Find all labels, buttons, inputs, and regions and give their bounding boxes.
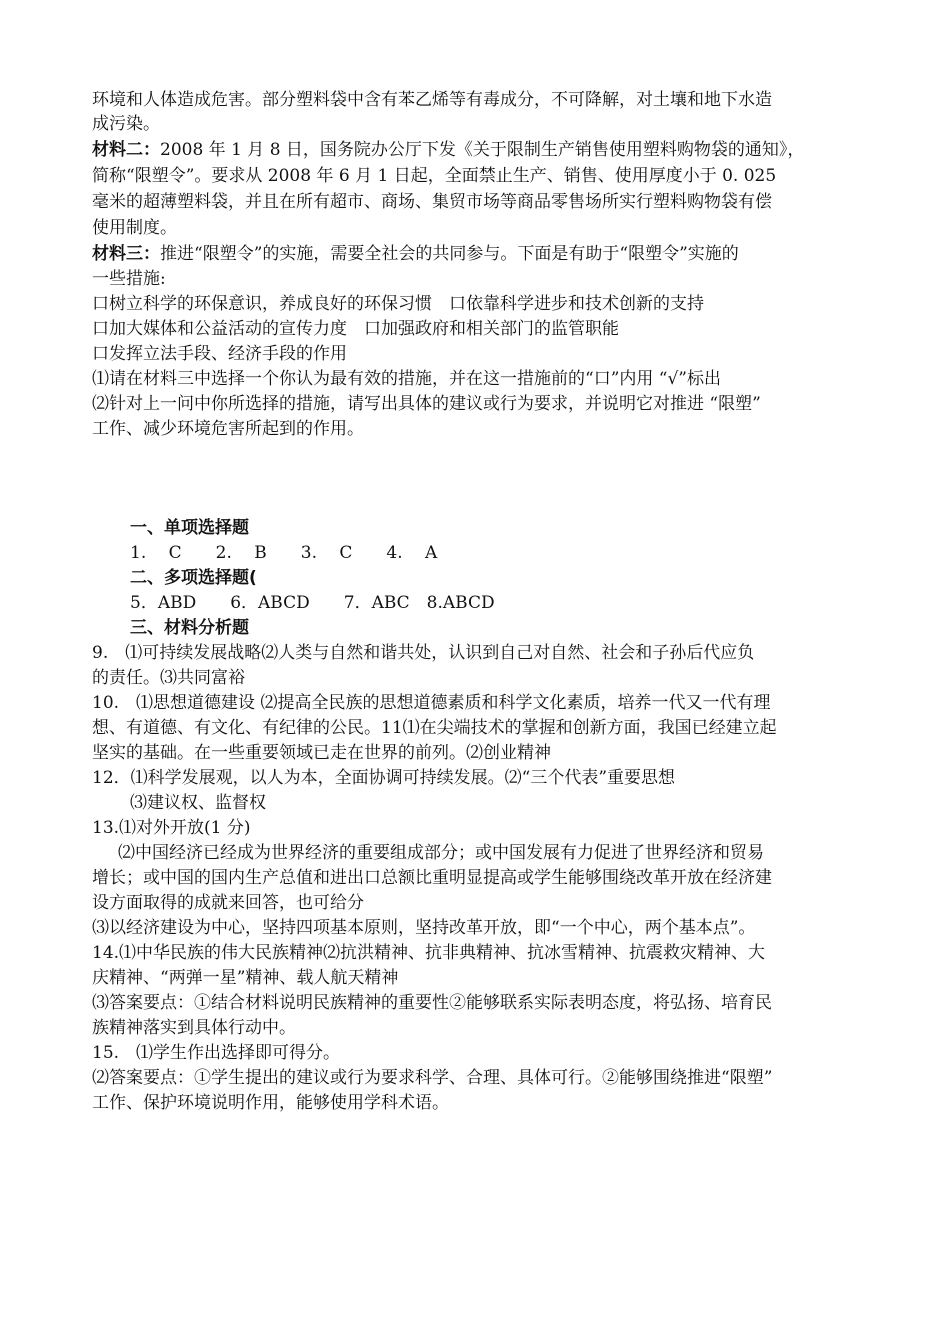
material-two-label: 材料二： <box>92 140 160 160</box>
section-heading: 一、单项选择题 <box>130 518 249 538</box>
answer-line: 15. ⑴学生作出选择即可得分。 <box>92 1043 341 1063</box>
answer-line: 坚实的基础。在一些重要领域已走在世界的前列。⑵创业精神 <box>92 743 551 763</box>
material-three-label: 材料三： <box>92 244 160 264</box>
answer-line: 5．ABD 6．ABCD 7．ABC 8.ABCD <box>130 593 495 613</box>
answer-line: 的责任。⑶共同富裕 <box>92 668 245 688</box>
measure-option: 口树立科学的环保意识，养成良好的环保习惯 口依靠科学进步和技术创新的支持 <box>92 294 704 314</box>
answer-line: 工作、保护环境说明作用，能够使用学科术语。 <box>92 1093 449 1113</box>
answer-line: ⑵答案要点：①学生提出的建议或行为要求科学、合理、具体可行。②能够围绕推进“限塑” <box>92 1068 773 1088</box>
question-1: ⑴请在材料三中选择一个你认为最有效的措施，并在这一措施前的“口”内用 “√”标出 <box>92 369 721 389</box>
answer-line: 14.⑴中华民族的伟大民族精神⑵抗洪精神、抗非典精神、抗冰雪精神、抗震救灾精神、大 <box>92 943 766 963</box>
answer-line: 9. ⑴可持续发展战略⑵人类与自然和谐共处，认识到自己对自然、社会和子孙后代应负 <box>92 643 755 663</box>
answer-line: 12．⑴科学发展观，以人为本，全面协调可持续发展。⑵“三个代表”重要思想 <box>92 768 676 788</box>
material-three <box>92 242 872 266</box>
material-two-text: 2008 年 1 月 8 日，国务院办公厅下发《关于限制生产销售使用塑料购物袋的通知》， <box>160 140 805 160</box>
answer-line: 设方面取得的成就来回答，也可给分 <box>92 893 364 913</box>
section-heading: 二、多项选择题( <box>130 568 257 588</box>
answer-line: 族精神落实到具体行动中。 <box>92 1018 296 1038</box>
material-text: 环境和人体造成危害。部分塑料袋中含有苯乙烯等有毒成分，不可降解，对土壤和地下水造 <box>92 90 772 110</box>
question-2: ⑵针对上一问中你所选择的措施，请写出具体的建议或行为要求，并说明它对推进 “限塑” <box>92 394 761 414</box>
material-text: 毫米的超薄塑料袋，并且在所有超市、商场、集贸市场等商品零售场所实行塑料购物袋有偿 <box>92 192 772 212</box>
measure-option: 口加大媒体和公益活动的宣传力度 口加强政府和相关部门的监管职能 <box>92 319 619 339</box>
answer-line: ⑶建议权、监督权 <box>130 793 266 813</box>
material-two <box>92 138 872 162</box>
question-2-cont: 工作、减少环境危害所起到的作用。 <box>92 419 364 439</box>
answer-line: 想、有道德、有文化、有纪律的公民。11⑴在尖端技术的掌握和创新方面，我国已经建立起 <box>92 718 777 738</box>
answer-line: 1. C 2. B 3. C 4. A <box>130 543 438 563</box>
section-heading: 三、材料分析题 <box>130 618 249 638</box>
material-three-text: 推进“限塑令”的实施，需要全社会的共同参与。下面是有助于“限塑令”实施的 <box>160 244 739 264</box>
answer-line: ⑶答案要点：①结合材料说明民族精神的重要性②能够联系实际表明态度，将弘扬、培育民 <box>92 993 772 1013</box>
material-text: 使用制度。 <box>92 218 177 238</box>
material-text: 简称“限塑令”。要求从 2008 年 6 月 1 日起，全面禁止生产、销售、使用厚度小于 0. 025 <box>92 166 777 186</box>
answer-line: ⑶以经济建设为中心，坚持四项基本原则，坚持改革开放，即“一个中心，两个基本点”。 <box>92 918 756 938</box>
answer-line: 13.⑴对外开放(1 分) <box>92 818 251 838</box>
measure-option: 口发挥立法手段、经济手段的作用 <box>92 344 347 364</box>
answer-line: 庆精神、“两弹一星”精神、载人航天精神 <box>92 968 399 988</box>
material-text: 一些措施: <box>92 269 166 289</box>
answer-line: 增长；或中国的国内生产总值和进出口总额比重明显提高或学生能够围绕改革开放在经济建 <box>92 868 772 888</box>
answer-line: ⑵中国经济已经成为世界经济的重要组成部分；或中国发展有力促进了世界经济和贸易 <box>118 843 764 863</box>
material-text: 成污染。 <box>92 114 160 134</box>
answer-line: 10. ⑴思想道德建设 ⑵提高全民族的思想道德素质和科学文化素质，培养一代又一代有理 <box>92 693 771 713</box>
